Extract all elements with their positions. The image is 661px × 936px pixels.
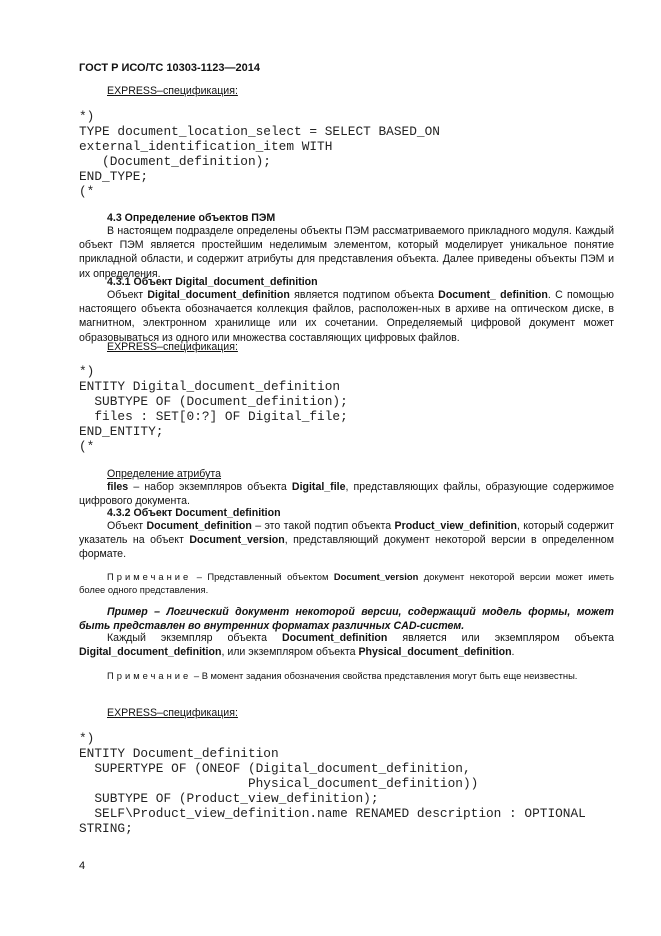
text-run: – набор экземпляров объекта: [128, 481, 292, 493]
text-run: , представляющий документ некоторой версии в определенном формате.: [79, 534, 614, 561]
entity-name: Digital_file: [291, 481, 346, 493]
entity-name: Document_version: [333, 571, 419, 582]
express-code-2: *) ENTITY Digital_document_definition SUBTYPE OF (Document_definition); files : SET[0:?] OF Digital_file; END_ENTITY; (*: [79, 364, 348, 454]
entity-name: Product_view_definition: [394, 520, 517, 532]
text-run: Объект: [107, 520, 144, 532]
instance-paragraph: [79, 631, 614, 659]
section-4-3-2-body: [79, 519, 614, 562]
example: [79, 605, 614, 633]
text-run: , представляющих файлы, образующие содержимое цифрового документа.: [79, 481, 614, 508]
section-4-3-body: В настоящем подразделе определены объекты ПЭМ рассматриваемого прикладного модуля. Каждый объект ПЭМ является простейшим неделимым элементом, который моделирует уникальное понятие прикладной области, и содержит атрибуты для представления объекта. Далее приведены объекты ПЭМ и их определения.: [79, 225, 614, 280]
text-run: , который содержит указатель на объект: [79, 520, 614, 547]
attribute-name: files: [107, 481, 129, 493]
entity-name: Document_version: [189, 534, 285, 547]
text-run: , или экземпляром объекта: [221, 646, 356, 659]
text-run: . С помощью настоящего объекта обозначается коллекция файлов, расположен-ных в архиве на оптическом диске, в магнитном, электронном хранилище или их сочетании. Определяемый цифровой документ может образовываться из одного или множества составляющих цифровых файлов.: [79, 289, 615, 344]
section-4-3-title: 4.3 Определение объектов ПЭМ: [107, 212, 276, 224]
section-4-3-1-title: 4.3.1 Объект Digital_document_definition: [107, 276, 318, 288]
attribute-definition-body: [79, 480, 614, 508]
text-run: .: [511, 646, 515, 659]
text-run: – это такой подтип объекта: [255, 520, 392, 532]
text-run: – Представленный объектом: [191, 571, 334, 582]
example-text: Логический документ некоторой версии, содержащий модель формы, может быть представлен во внутренних форматах различных CAD-систем.: [79, 606, 614, 633]
note-2: [79, 670, 614, 683]
example-label: Пример –: [107, 606, 161, 618]
attribute-definition-label: Определение атрибута: [107, 468, 222, 480]
document-header: ГОСТ Р ИСО/ТС 10303-1123—2014: [79, 62, 260, 74]
text-run: является подтипом объекта: [294, 289, 434, 301]
express-spec-label-3: EXPRESS–спецификация:: [107, 707, 238, 719]
express-code-1: *) TYPE document_location_select = SELECT BASED_ON external_identification_item WITH (Document_definition); END_TYPE; (*: [79, 109, 440, 199]
text-run: Объект: [107, 289, 144, 301]
express-spec-label-1: EXPRESS–спецификация:: [107, 85, 238, 97]
text-run: документ некоторой версии может иметь более одного представления.: [79, 571, 614, 595]
note-label: Примечание: [107, 670, 192, 681]
note-1: [79, 571, 614, 596]
text-run: – В момент задания обозначения свойства представления могут быть еще неизвестны.: [191, 670, 578, 681]
text-run: является или экземпляром объекта: [402, 632, 614, 644]
text-run: Каждый экземпляр объекта: [107, 632, 267, 644]
section-4-3-1-body: [79, 288, 614, 345]
section-4-3-2-title: 4.3.2 Объект Document_definition: [107, 507, 281, 519]
entity-name: Digital_document_definition: [79, 646, 222, 659]
page-number: 4: [79, 860, 86, 872]
entity-name: Digital_document_definition: [147, 289, 290, 301]
entity-name: Document_definition: [281, 632, 388, 644]
note-label: Примечание: [107, 571, 192, 582]
express-spec-label-2: EXPRESS–спецификация:: [107, 341, 238, 353]
entity-name: Document_ definition: [438, 289, 548, 301]
entity-name: Document_definition: [146, 520, 252, 532]
entity-name: Physical_document_definition: [358, 646, 512, 659]
express-code-3: *) ENTITY Document_definition SUPERTYPE OF (ONEOF (Digital_document_definition, Physical_document_definition)) SUBTYPE OF (Product_view_definition); SELF\Product_view_definition.name RENAMED description : OPTIONAL STRING;: [79, 731, 586, 836]
